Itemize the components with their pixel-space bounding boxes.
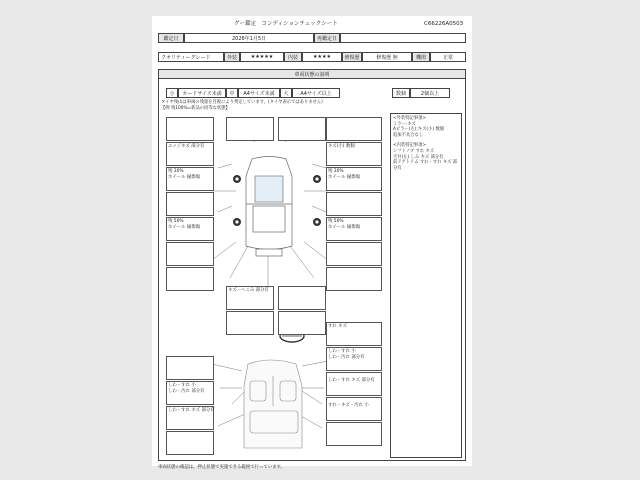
photo-slot: [226, 311, 274, 335]
photo-slot: [278, 286, 326, 310]
photo-slot: [326, 422, 382, 446]
sheet-title: グー鑑定 コンディションチェックシート: [234, 21, 338, 27]
photo-slot: [166, 117, 214, 141]
tire-note: タイヤ残山は車両の残量を目視により判定しています。(タイヤ表示ではありません): [161, 100, 323, 105]
note-line: <内装特記事項>: [393, 143, 426, 149]
engine-value: 正常: [430, 52, 466, 62]
seat-right1-b: しわ・汚れ 部分有: [328, 355, 365, 360]
legend-medium: 中: [226, 88, 238, 98]
seat-left2-label: しわ・すれ キズ 部分有: [168, 408, 215, 413]
photo-slot: [326, 117, 382, 141]
exterior-label: 外装: [224, 52, 240, 62]
seat-right3-label: すれ・キズ・汚れ 小: [328, 403, 369, 408]
repair-history-value: 修復歴 無: [362, 52, 412, 62]
photo-slot: [278, 117, 326, 141]
section-title: 車両状態の説明: [158, 69, 466, 79]
photo-slot: [226, 117, 274, 141]
tire-fl-wheel: ホイール 縁擦傷: [168, 175, 201, 180]
document-number: C66226A0503: [424, 21, 464, 27]
tire-rl-wheel: ホイール 縁擦傷: [168, 225, 201, 230]
photo-slot: [326, 267, 382, 291]
note-line: 追加不具合なし: [393, 132, 424, 138]
front-left-label: エッジキズ 部分有: [168, 144, 205, 149]
count-value: 2個以上: [410, 88, 450, 98]
seat-left1-a: しわ・すれ 小: [168, 383, 196, 388]
steering-label: すれ キズ: [328, 324, 347, 329]
tire-rr-remain: 残 50%: [328, 219, 344, 224]
appraisal-date-label: 鑑定日: [158, 33, 184, 43]
front-right-label: キズ(小) 数個: [328, 144, 355, 149]
seat-right1-a: しわ・すれ 小: [328, 349, 356, 354]
seat-left1-b: しわ・汚れ 部分有: [168, 389, 205, 394]
photo-slot: [166, 431, 214, 455]
interior-stars: ★★★★: [302, 52, 342, 62]
photo-slot: [326, 242, 382, 266]
rear-label: キズ・へこみ 部分有: [228, 288, 269, 293]
interior-label: 内装: [284, 52, 302, 62]
footer-note: 車両状態の確認は、押止状態で実施できる範囲で行っています。: [158, 465, 285, 470]
condition-check-sheet: [152, 16, 472, 470]
note-line: 天井(左) しみ キズ 部分有: [393, 154, 444, 160]
photo-slot: [278, 311, 326, 335]
photo-slot: [166, 192, 214, 216]
legend-large: 大: [280, 88, 292, 98]
legend-medium-desc: A4サイズ未満: [238, 88, 280, 98]
tire-fr-remain: 残 30%: [328, 169, 344, 174]
tire-rl-remain: 残 50%: [168, 219, 184, 224]
seat-right2-label: しわ・すれ キズ 部分有: [328, 378, 375, 383]
tire-fl-remain: 残 30%: [168, 169, 184, 174]
appraisal-date: 2026年1月5日: [184, 33, 314, 43]
note-line: ミラー:キズ: [393, 121, 416, 127]
note-line: Aピラー(左):キズ(小) 数個: [393, 127, 445, 133]
reappraisal-date-label: 再鑑定日: [314, 33, 340, 43]
engine-label: 機関: [412, 52, 430, 62]
legend-small: 小: [166, 88, 178, 98]
quality-grade-label: クオリティーグレード: [158, 52, 224, 62]
legend-small-desc: カードサイズ未満: [178, 88, 226, 98]
legend-large-desc: A4サイズ以上: [292, 88, 340, 98]
repair-history-label: 修復歴: [342, 52, 362, 62]
photo-slot: [326, 397, 382, 421]
photo-slot: [326, 192, 382, 216]
photo-slot: [166, 356, 214, 380]
note-line: <外装特記事項>: [393, 116, 426, 121]
photo-slot: [166, 267, 214, 291]
exterior-stars: ★★★★★: [240, 52, 284, 62]
note-line: シフトノブ すれ キズ: [393, 148, 435, 154]
tire-fr-wheel: ホイール 縁擦傷: [328, 175, 361, 180]
tire-example: 【例 残100%=新品の同等な状態】: [161, 105, 230, 111]
photo-slot: [326, 372, 382, 396]
note-line: 前ドアトリム すれ・すれ キズ 部分有: [393, 160, 458, 171]
tire-rr-wheel: ホイール 縁擦傷: [328, 225, 361, 230]
count-label: 数個: [392, 88, 410, 98]
photo-slot: [166, 242, 214, 266]
